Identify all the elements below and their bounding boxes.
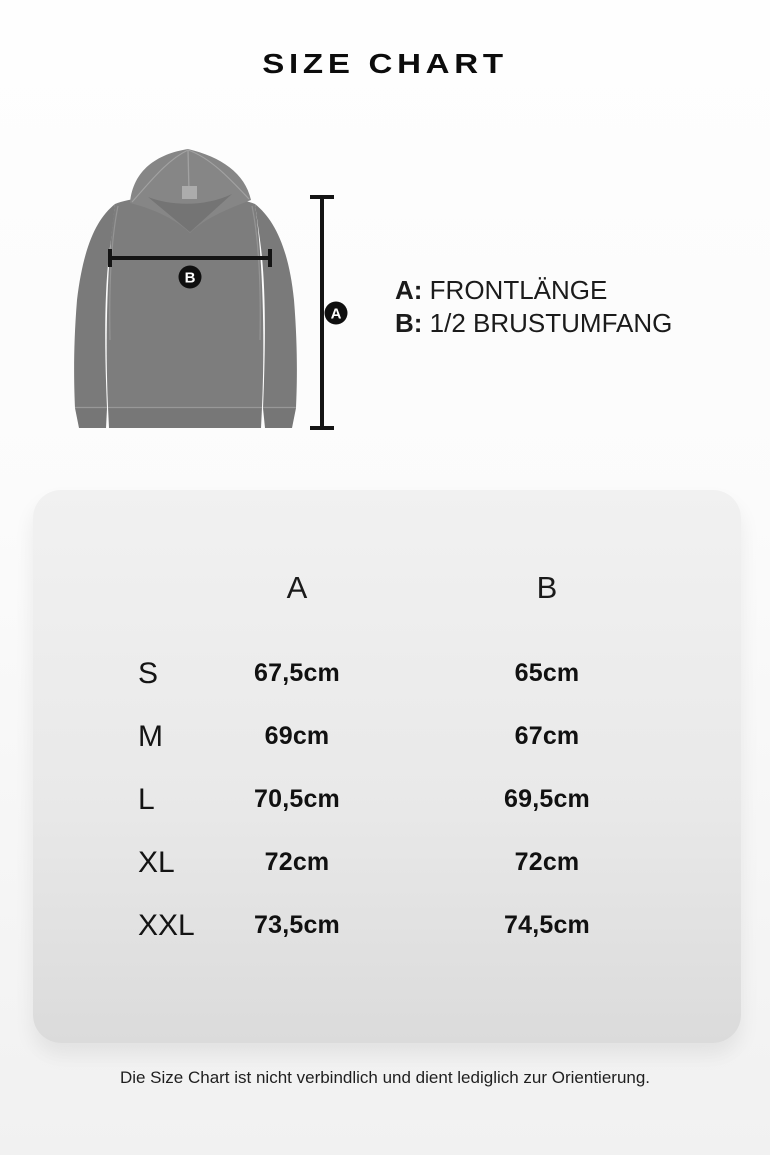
hoodie-right-cuff [263,408,296,428]
table-row [33,831,693,894]
hoodie-illustration [55,140,355,450]
size-label: XXL [138,908,195,942]
column-header-a: A [286,570,308,605]
hoodie-waistband [108,407,262,428]
value-b: 72cm [514,848,580,876]
column-header-b: B [536,570,558,605]
hoodie-left-cuff [75,408,107,428]
table-row [33,705,693,768]
neck-label [182,186,197,199]
size-table-panel [33,490,741,1043]
value-a: 73,5cm [254,911,340,939]
page-title [0,48,770,80]
badge-b-label: B [184,269,196,287]
size-label: M [138,719,163,753]
size-table-header [33,565,693,611]
value-b: 69,5cm [504,785,590,813]
value-a: 70,5cm [254,785,340,813]
disclaimer-note: Die Size Chart ist nicht verbindlich und dient lediglich zur Orientierung. [119,1068,651,1087]
size-label: XL [138,845,175,879]
table-row [33,768,693,831]
value-b: 67cm [514,722,580,750]
table-row [33,894,693,957]
value-a: 69cm [264,722,330,750]
hoodie-measurement-diagram [55,140,355,450]
size-table-body [33,642,693,957]
legend-label-a: FRONTLÄNGE [429,275,608,305]
page-title-text: SIZE CHART [262,48,508,79]
value-a: 67,5cm [254,659,340,687]
size-label: S [138,656,159,690]
legend-key-b: B: [395,308,423,338]
value-b: 65cm [514,659,580,687]
measurement-legend [395,274,672,340]
legend-line-a [395,274,672,307]
size-label: L [138,782,155,816]
legend-key-a: A: [395,275,423,305]
legend-line-b [395,307,672,340]
value-a: 72cm [264,848,330,876]
badge-a-label: A [330,305,342,323]
legend-label-b: 1/2 BRUSTUMFANG [429,308,673,338]
value-b: 74,5cm [504,911,590,939]
table-row [33,642,693,705]
